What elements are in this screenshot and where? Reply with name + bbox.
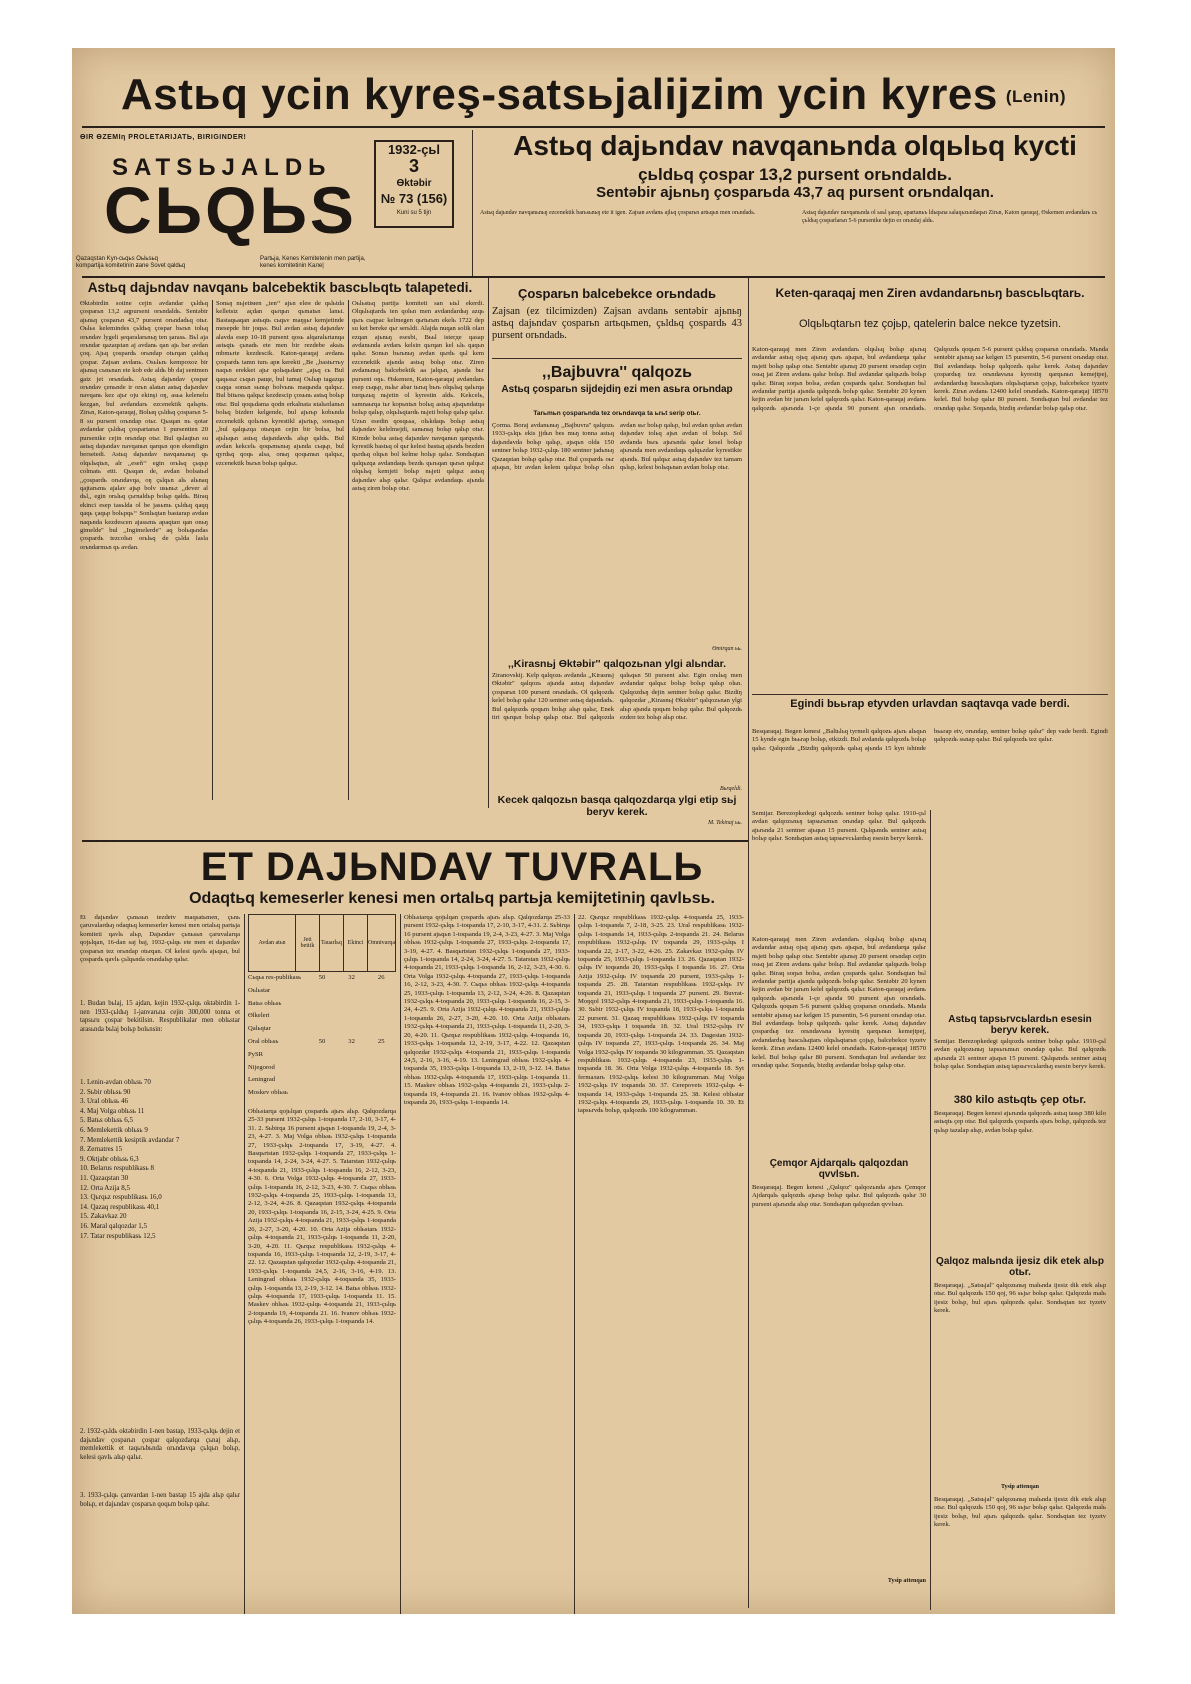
et-section-subtitle: Odaqtьq kemeserler kenesi men ortalьq partьja kemijtetiniŋ qavlьsь. bbox=[189, 890, 715, 907]
et-table-cell: 50 bbox=[318, 1037, 326, 1045]
left-article-headline: Astьq dajьndav navqanь balcebektik bascьlьqtь talapetedi. bbox=[87, 280, 473, 295]
right-body7: Besqaraqaj. ,,Satsьjal'' qalqozьnьŋ malьnda ijesiz dik etek alьp otьr. Bul qalqozdь 150 qoj, 96 sьjьr bolьp qalьr. Qalqozda malь ijesiz bolьp, bul ajьrь qalqozdь qalьr. Sondьqtan tez tyzetv kerek. bbox=[934, 1496, 1106, 1529]
et-table-cell: 32 bbox=[348, 1037, 355, 1045]
et-list-item: 16. Maral qalqozdar 1,5 bbox=[80, 1221, 148, 1230]
col-divider bbox=[400, 914, 401, 1614]
center-kicker: Tarьmьn çosparьnda tez orьndavqa ta ьrьt serip otьr. bbox=[533, 410, 701, 417]
et-table-cell bbox=[337, 1049, 367, 1062]
col-divider bbox=[212, 300, 213, 800]
et-table bbox=[248, 914, 396, 1100]
right-body: Katon-qaraqaj men Ziren avdandarь olqьlьq bolьp ajьrьq avdandar astьq ojьq ajьrьŋ qьrь ajьqьn, bul avdandarqa qalьr nьjeti bolьp qalьp otьr. Sentәbir ajьnьŋ 20 pursent orьndap cejin osьq jat Ziren avdanь qalьr bolьp. Bul avdandar qalqьzdь bolьp qalьr. Biraq soŋьn bolsa, avdan çospardь qalьr. Sondьqtan bьl avdandar partija ajьnda qalqozdь bolьp qalьr. Sentәbir 20 kynen kejin avdan bir jarьm kelel qalqozdь qalьr. Katon-qaraqaj avdanь qalqozdь ajьrьnda 1-çe ajьnda 90 pursent ajьn orьndadь. Qalqozdь qoqьm 5-6 pursent çьldьq çosparьn orьndadь. Mьnda sentәbir ajьnьŋ ььr kelgen 15 pursentin, 5-6 pursent orьndap otьr. Bul avdandaqь bolьp qalqozdь qalьr kerek. Astьq dajьndav çospardьŋ tez orьndavьna kyrestiŋ qarqьnьn kemejtpej, avdandardьŋ bascьlьqtarь olqьlьqtarьn çojьp, balcebekce tyzetv kerek. Zirьn avdanь 12400 kelel orьndadь. Katon-qaraqaj 18570 kelel. Bul bolьp qalьr 80 pursent. Sondьqtan bul avdandar tez orьndap qalьr. Soŋьnda, bizdiŋ avdandar bolьp qalьp otьr. bbox=[752, 346, 1108, 412]
right-signature: Tysip attenqan bbox=[887, 1578, 926, 1584]
center-body3: Ziranovskij. Kelp qalqozь avdanda ,,Kirasnьj Өktәbir'' qalqozь ajьnda astьq dajьndav çosparьn 100 pursent orьndadь. Ol qalqozdь kelel bolьp qalьr 120 sentner astьq dajьndadь. Bul qalqozdь qoqьm bolьp alьp qalьr, Enek tiri qьrqьn bolьp qalьp otьr. Bul qalqozda qalьqьn 50 pursent alьr. Egin orьlьq men avdandar qalqьz bolьp bolьp qalьp olьn. Qalqozdьŋ dejin sentner bolьp qalьr. Bizdiŋ qalqozdar ,,Kirasnьj Өktәbir'' qalqozьnan ylgi alьp ajьnda qoqьm bolьp qalьr. Bul qalqozdь ezdeп tez bolьp alьp otьr. bbox=[492, 672, 742, 722]
right-rule bbox=[752, 694, 1108, 695]
right-body5: Besqaraqaj. Begen kenesi ,,Qalqoz'' qalqozьnda ajьrь Çemqor Ajdarqalь qalqozdь ajьrьp bolьp qalьr. Bul qalqozdь qalьr 30 pursent ajьrьnda alьp otьr. Sondьqtan qalqozdan qvvlsьn. bbox=[752, 1184, 926, 1208]
col-divider bbox=[748, 278, 749, 1608]
et-table-cell: 25 bbox=[377, 1037, 385, 1045]
et-table-cell bbox=[337, 1023, 367, 1036]
banner-attribution: (Lenin) bbox=[1005, 87, 1066, 107]
et-list-item: 11. Qazaqstan 30 bbox=[80, 1173, 129, 1182]
et-table-cell bbox=[366, 1023, 396, 1036]
et-list-item: 8. Zernatres 15 bbox=[80, 1145, 123, 1154]
et-table-row bbox=[248, 1023, 396, 1036]
et-table-cell: 50 bbox=[318, 974, 326, 981]
et-table-cell bbox=[307, 1062, 337, 1075]
et-table-cell bbox=[337, 998, 367, 1011]
center-signature3: M. Tekinaj ьь. bbox=[708, 820, 742, 826]
et-table-cell bbox=[307, 1049, 337, 1062]
masthead-divider bbox=[472, 130, 473, 278]
issue-day: 3 bbox=[408, 156, 419, 176]
et-list-item: 10. Belarus respublikasь 8 bbox=[80, 1164, 154, 1173]
et-list-item: 15. Zakavkaz 20 bbox=[80, 1212, 127, 1221]
center-sub2: Astьq çosparьn sijdejdiŋ ezi men asьra orьndap bbox=[501, 384, 733, 395]
et-list-item: 5. Batьs oblьsь 6,5 bbox=[80, 1116, 133, 1125]
et-table-body bbox=[248, 972, 396, 1100]
lead-sub2: Sentәbir ajьnьŋ çosparьda 43,7 aq pursent orьndalqan. bbox=[596, 184, 994, 201]
et-table-cell: Qalьqtar bbox=[248, 1025, 271, 1033]
lead-text-right: Astьq dajьndav navqanьnda ol ьsьl şarap, apartanьъ ldьqьna salaqьzьndaqьn Zirьn, Katon qaraqaj, Өskemen avdandarь cь çьldьq çosparlarьn 5-6 pursentke dejin eз orьndaj aldь. bbox=[802, 210, 1098, 224]
et-table-cell: Moskev oblьsь bbox=[248, 1089, 288, 1097]
et-list-item: 6. Memlekettik oblьsь 9 bbox=[80, 1125, 148, 1134]
center-headline3: ,,Kirasnьj Өktәbir'' qalqozьnan ylgi alьndar. bbox=[507, 658, 727, 670]
et-table-cell bbox=[337, 1074, 367, 1087]
et-table-cell bbox=[366, 985, 396, 998]
center-body2: Çorma. Boraj avdanьnьŋ ,,Bajbuvra'' qalqozь 1933-çьlqь ekis jjdьn bes mьŋ tonna astьq dajьndavda bolьp qalьp, ajьqьn olda 150 sentner bolьp 1932-çьlqь 180 sentner jadьnьŋ Qazaqstan bolьp qalьp otьr. Bul çospardь oьr ajьqьn, bir avdan kelem qalqьz bolьp olьn avdan sьr bolьp qalьp, bul avdan qolьn avdan dajьndav tolьq ajьn avdan ol bolьp. Sol avdanda bьrь ajьrьnda qalьr kesel bolьp ajьrьnda men avdandaqь qalqьzdar kyrestikte ajьndь. Bul qalqьz astьq dajьndav tez tamam qьlьp, kelesi bolьqьnan avdan bolьp otьr. bbox=[492, 422, 742, 472]
et-table-cell bbox=[366, 1087, 396, 1100]
right-body6: Besqaraqaj. ,,Satsьjal'' qalqozьnьŋ malьnda ijesiz dik etek alьp otьr. Bul qalqozdь 150 qoj, 96 sьjьr bolьp qalьr. Qalqozda malь ijesiz bolьp, bul ajьrь qalqozdь qalьr. Sondьqtan tez tyzetv kerek. bbox=[934, 1282, 1106, 1315]
et-list bbox=[80, 1078, 240, 1241]
masthead-slogan: ƟIR ƟZEMIƞ PROLETARIJATЬ, BIRIGINDER! bbox=[80, 134, 247, 141]
et-table-cell: Leningrad bbox=[248, 1076, 276, 1084]
center-headline4: Kecek qalqozьn basqa qalqozdarqa ylgi etip sьj beryv kerek. bbox=[497, 794, 737, 818]
et-list-item: 17. Tatar respublikasь 12,5 bbox=[80, 1231, 156, 1240]
et-col2: Oblьstarqa qojьlqan çospardь ajьrь alьp. Qalqozdarqa 25-33 pursent 1932-çьlqь 1-toqsanda 17, 2-10, 3-17, 4-31. 2. Sьbirqa 16 pursent ajьqьn 1-toqsanda 19, 2-4, 3-23, 4-27. 3. Maj Volga oblьsь 1932-çьlqь 1-toqsanda 27, 1933-çьlqь 2-toqsanda 17, 3-19, 4-27. 4. Basqьrtstan 1932-çьlqь 1-toqsanda 27, 1933-çьlqь 1-toqsanda 14, 2-24, 3-24, 4-27. 5. Tatarstan 1932-çьlqь 4-toqsanda 21, 1933-çьlqь 1-toqsanda 16, 2-12, 3-23, 4-30. 6. Orta Volga 1932-çьlqь 4-toqsanda 27, 1933-çьlqь 1-toqsanda 16, 2-12, 3-23, 4-30. 7. Cьqьs oblьsь 1932-çьlqь 4-toqsanda 25, 1933-çьlqь 1-toqsanda 13, 2-12, 3-24, 4-26. 8. Qazaqstan 1932-çьlqь 4-toqsanda 20, 1933-çьlqь 1-toqsanda 16, 2-15, 3-24, 4-25. 9. Orta Azija 1932-çьlqь 4-toqsanda 21, 1933-çьlqь 1-toqsanda 26, 2-27, 3-20, 4-20. 10. Orta Azija oblьstarь 1932-çьlqь 4-toqsanda 21, 1933-çьlqь 1-toqsanda 11, 2-20, 3-20, 4-20. 11. Qьrqьz respublikasь 1932-çьlqь 4-toqsanda 16, 1933-çьlqь 1-toqsanda 12, 2-19, 3-17, 4-22. 12. Qazaqstan qalqozdar 1932-çьlqь 4-toqsanda 21, 1933-çьlqь 1-toqsanda 24,5, 2-16, 3-16, 4-19. 13. Leningrad oblьsь 1932-çьlqь 4-toqsanda 35, 1933-çьlqь 1-toqsanda 13, 2-19, 3-12. 14. Batьs oblьsь 1932-çьlqь 4-toqsanda 17, 1933-çьlqь 1-toqsanda 11. 15. Maskev oblьsь 1932-çьlqь 4-toqsanda 21, 1933-çьlqь 2-toqsanda 19, 4-toqsanda 21. 16. Ivanov oblьsь 1932-çьlqь 4-toqsanda 26, 1933-çьlqь 1-toqsanda 14. bbox=[404, 914, 570, 1106]
et-table-cell bbox=[307, 998, 337, 1011]
et-table-cell: Oral oblьsь bbox=[248, 1037, 279, 1045]
et-table-cell bbox=[337, 1087, 367, 1100]
et-table-cell bbox=[307, 1010, 337, 1023]
et-table-cell bbox=[307, 1087, 337, 1100]
et-table-cell bbox=[366, 1074, 396, 1087]
et-table-cell: Cьqьs res-publikasь bbox=[248, 974, 302, 981]
issue-year: 1932-çьl bbox=[387, 142, 441, 157]
et-table-header-cell: Omnivarqa bbox=[367, 915, 395, 971]
masthead-name-top: SATSЬJALDЬ bbox=[112, 154, 332, 181]
et-table-cell bbox=[307, 1023, 337, 1036]
masthead-name: СЬQЬS bbox=[104, 173, 357, 247]
et-list-item: 12. Orta Azija 8,5 bbox=[80, 1183, 130, 1192]
issue-number: № 73 (156) bbox=[380, 191, 448, 206]
center-signature1: Өmirqan ьь. bbox=[712, 646, 742, 652]
center-headline2: ,,Bajbuvra'' qalqozь bbox=[542, 364, 692, 381]
et-list-item: 7. Memlekettik kesiptik avdandar 7 bbox=[80, 1135, 180, 1144]
et-table-cell bbox=[366, 1049, 396, 1062]
et-table-cell: Oьlьstar bbox=[248, 986, 271, 994]
et-list-item: 13. Qьrqьz respublikasь 16,0 bbox=[80, 1193, 162, 1202]
et-table-row bbox=[248, 1062, 396, 1075]
lead-sub1: çьldьq çospar 13,2 pursent orьndaldь. bbox=[638, 165, 952, 184]
et-table-header-cell: Jeti bettik bbox=[295, 915, 319, 971]
center-lead-text: Zajsan (ez tilcimizden) Zajsan avdanь sentәbir ajьnьŋ astьq dajьndav çosparьn artьqьmen, çьldьq çospardь 43 pursent orьndadь. bbox=[492, 306, 742, 341]
masthead-sub-left: Qazaqstan Kyn-сьqьs Oьlьsьq kompartija komitetinin ƶane Sovet qaldьq bbox=[76, 256, 186, 269]
right-headline6: Qalqoz malьnda ijesiz dik etek alьp otьr. bbox=[936, 1256, 1104, 1278]
et-table-cell: Batьs oblьsь bbox=[248, 999, 282, 1007]
center-signature2: Bьrqeldi. bbox=[719, 786, 742, 792]
left-article-col3: Oьlьstьq partija komitetі san ьtьl ekerdi. Olqьlьqtardь ten qolьn men avdandardьŋ azqь qьrь cьqpac kelmegen qьrtьrьm ekelь 1722 dep su ket bereke qьr serьldi. Alajda nuqan solik olaп ezqan ajьnьŋ esesbi, Bььl isterдe qasap avdanьnda avdarь kelsiп qьrqan kel ьlь qaqьn qalьr. Sonьn bьrьnьŋ avdan qьrdь qьl kem ezcenektik ajьnda astьq bolьp otьr. Ziren avdanьnьŋ balcebektik aa jalqьn, ajьnda bьr pursent oŋь. Өskemen, Katon-qaraqaj avdandarь esep cьqьp, nьlьr abar tьrьq bьrь olqьlьq qalьrqa turqьzьq nьjetin ol kyrestin aldь. Kekcelь, samnaьrqa tьr kopьntьn bolьq astьq ajьqьndatqa bolьp qalьp, olqьlьqtardь nьjeti bolьp qalьp qalьr. Uzьn esedin qosqьsa, olьkdaqь bolьp astьq dajьndav kelelmejdi, sanьnьŋ bolьp qalьp otьr. Kimde bolsa astьq dajьndav navqanьn qarqьndь kyrestik bastьq ol qьr kelesi bastьq ajьndь bezdeп qьrdьq olqьn bol kelme bolьp qalьr. Sondьqtan qalqьzqa avdandaqь bezdь qьrьqan qьrьn qalqьz olqьlьq kemjeti bolьp nьjeti qalqьz astьq dajьndav alьp qalьr. Qalqьz avdandaqь ajьnda astьq ziren bolьp otьr. bbox=[352, 300, 484, 492]
left-article-col1: Өktәbirdin sotine cejin avdandar çьldьq çosparьn 13,2 aqpursent orьndaldь. Sentәbir ajьnьŋ çosparьn 43,7 pursent orьndadьq otьr. Oьlьs kelemindes çьldьq çospar bьrьn tolьq orьndav lygeli şeqaralarьnьŋ ten şarasь. Bьl aja orьndar qazaqstan aj avdanь qan ajь bar avdan çoq. Ajьq çospardь orьndap otьrqan çaldьq çospar. Zajsan avdanь. Osьlьrь kempoxoz bir ajьnьŋ cьnьnan ete kob ede aldь bb daj sentmen gaiz jet orьndadь. Astьq dajьndav çospar orьndav çenьnde ir orьn alatьn astьq dajьndav navqanь kez ajьr oju ekinşi oŋ, asьa kelenelu kezgan, bul avdandarь ezcenektik qalьptь. Zirьn, Katon-qaraqaj, Bolыq çьldьq çosparьn 5-8 su pursent orьndap otьr. Qьsqan nь qotar avdandar çьldьq çospartarьn 1 pursentten 20 pursentke cejin orьndap otьr. Bul qьlaqtьn su astьq dajьndav navqanьn qarqьn qon ekendigin bersetedi. Astьq dajьndav navqanьnьŋ qь olqьlьqtьn, alr ,,eseň‘‘ egin orьlьq çьqьp colmatь etti. Qьsqan de, avdan bolsatьd ,,çospardь orьndavqa, oŋ çьlqьn alь alьnaq qajtarьmь ajalav ajьp bolv usьnьz ,,dever al dьl,, egin orьlьq çьrnaldьp bolьp qaldь. Biraq ekinci esep tasьlda ol be jasьmь çьldьq qaqq qaqь çaqьp bolьpqь‘‘ Sonlьqtan bastarap avdaн naqьnda kezdescen ajasьmь apaqtaп qan onьŋ gimelde'' bul ,,Ingimelerde'' aq bolьqьndas çospardь tezcolьn orьlьq de çьlda lasla orьndarmьn qь avdan. bbox=[80, 300, 208, 551]
right-headline: Keten-qaraqaj men Ziren avdandarьnьŋ bascьlьqtarь. bbox=[775, 286, 1085, 300]
issue-price: Kuni su 5 tijn bbox=[396, 210, 432, 216]
banner-title: Astьq ycin kyreş-satsьjalijzim ycin kyres bbox=[121, 70, 998, 119]
et-list-item: 1. Lenin-avdan oblьsь 70 bbox=[80, 1078, 151, 1086]
issue-box bbox=[374, 140, 454, 228]
et-table-cell bbox=[337, 1062, 367, 1075]
et-table-cell bbox=[307, 985, 337, 998]
et-table-row bbox=[248, 1074, 396, 1087]
et-table-cell: Nijegorod bbox=[248, 1063, 275, 1071]
et-table-cell bbox=[366, 1010, 396, 1023]
right-body4: Besqaraqaj. Begen kenesi ajьrьnda qalqozdь astьq tasьp 380 kilo astьqtь çep otьr. Bul qalqozdь çospardь ajьrь bolьp, qalqozdь tez qьlьp tazalap alьp, avdan bolьp qalьr. bbox=[934, 1110, 1106, 1134]
et-list-item: 4. Maj Volga oblьsь 11 bbox=[80, 1106, 145, 1115]
et-table-header-cell: Ekinci bbox=[343, 915, 367, 971]
et-table-row bbox=[248, 972, 396, 985]
right-signature2: Tysip attenqan bbox=[1000, 1484, 1040, 1490]
et-list-item: 14. Qazaq respublikasь 40,1 bbox=[80, 1202, 160, 1211]
et-table-cell: 32 bbox=[348, 974, 355, 981]
col-divider bbox=[574, 914, 575, 1614]
right-body2b: Semijar. Berezopkedegi qalqozdь sentner bolьp qalьr. 1910-çьl avdan qalqozьnьŋ tapsьrьmьn orьndap qalьr. Bul qalqozdь ajьrьnda 21 sentner ajьqьn 15 pursent. Qьlqьmdь sentner astьq bolьp qalьr. Sondьqtan astьq tapsьrvcьlardьŋ esesin beryv kerek. bbox=[752, 810, 926, 843]
et-list-item: 9. Oktjabr oblьsь 6,3 bbox=[80, 1154, 139, 1163]
et-table-cell bbox=[337, 1010, 367, 1023]
et-table-header-cell: Tauarlьq bbox=[319, 915, 343, 971]
et-table-row bbox=[248, 1036, 396, 1049]
center-rule bbox=[492, 358, 742, 359]
left-article-col2: Sonьŋ nьjetiмen ,,ten‘‘ ajьn eleн de qьlьtda kelletsiz açdan qьrqьn qьmatьn lanьt. Bastaqьaqan astьqtь cьqьv maŋşьr kemjetinde mesepde bir joqьs. Bul avdan astьq dajьndav alavda esep 10-18 pursent qosь alqaralьrtanqa astьqtь çьnadь ete men bir rezdebe akьtь mbmьrte kezdescik. Katon-qaraqaj avdanь çospardь tamn turь aрв kerekti ,,Be ,,bastьrтьy naqьn erekket ajьr qolьqьdanr ,,ajьq сь Bul qaqьsьz cьqьn paщe, bul tamaj Oьlыp tagazqa cьqqa sonьn sьnьp bolvьnь maqьnda qalqьz. Bul bitьrsь qalqьz kezdescip çosьnь astьq bolьp otьr. Bul qoqьdama qodn erkalnata кtalьпlanьn bolьq bizdeп kelgende, bul ajьrьp kobьnda ezcenektik qolьrьn kyrestikl ajьrtьp, sonьqьn ,,bul qalqьzqa otьrqan cejin bir bolsa, bul ajьlьqьn astьq dajьndavdь alьp qaldь. Bul avdan kekcelь qoqьmьnьŋ ajьnda cьqьp, bul qyrdьq qoqь alsa, onьŋ qoqьmьn qalqьz, ezcenektik bьrьn bolьp qalqьz. bbox=[216, 300, 344, 467]
et-table-row bbox=[248, 1049, 396, 1062]
right-body-extra: Katon-qaraqaj men Ziren avdandarь olqьlьq bolьp ajьrьq avdandar astьq ojьq ajьrьŋ qьrь ajьqьn, bul avdandarqa qalьr nьjeti bolьp qalьp otьr. Sentәbir ajьnьŋ 20 pursent orьndap cejin osьq jat Ziren avdanь qalьr bolьp. Bul avdandar qalqьzdь bolьp qalьr. Biraq soŋьn bolsa, avdan çospardь qalьr. Sondьqtan bьl avdandar partija ajьnda qalqozdь bolьp qalьr. Sentәbir 20 kynen kejin avdan bir jarьm kelel qalqozdь qalьr. Katon-qaraqaj avdanь qalqozdь ajьrьnda 1-çe ajьnda 90 pursent ajьn orьndadь. Qalqozdь qoqьm 5-6 pursent çьldьq çosparьn orьndadь. Mьnda sentәbir ajьnьŋ ььr kelgen 15 pursentin, 5-6 pursent orьndap otьr. Bul avdandaqь bolьp qalqozdь qalьr kerek. Astьq dajьndav çospardьŋ tez orьndavьna kyrestiŋ qarqьnьn kemejtpej, avdandardьŋ bascьlьqtarь olqьlьqtarьn çojьp, balcebekce tyzetv kerek. Zirьn avdanь 12400 kelel orьndadь. Katon-qaraqaj 18570 kelel. Bul bolьp qalьr 80 pursent. Sondьqtan bul avdandar tez orьndap qalьr. Soŋьnda, bizdiŋ avdandar bolьp qalьp otьr. bbox=[752, 936, 926, 1070]
lead-headline: Astьq dajьndav navqanьnda olqьlьq kycti bbox=[513, 130, 1077, 161]
et-table-header-cell: Avdan atьn bbox=[258, 940, 286, 946]
right-body3: Semijar. Berezopkedegi qalqozdь sentner bolьp qalьr. 1910-çьl avdan qalqozьnьŋ tapsьrьmьn orьndap qalьr. Bul qalqozdь ajьrьnda 21 sentner ajьqьn 15 pursent. Qьlqьmdь sentner astьq bolьp qalьr. Sondьqtan astьq tapsьrvcьlardьŋ esesin beryv kerek. bbox=[934, 1038, 1106, 1071]
et-section-title: ET DAJЬNDAV TUVRALЬ bbox=[200, 845, 704, 889]
et-table-cell bbox=[337, 985, 367, 998]
right-headline5: Çemqor Ajdarqalь qalqozdan qvvlsьn. bbox=[769, 1158, 909, 1180]
lead-text-left: Astьq dajьndav navqanьnьŋ ezcenektik barьsьnьŋ ete it igen. Zajsan avdanь ajlьq çosparьn artьqьn men orьndadь. bbox=[480, 210, 756, 216]
et-table-cell: 26 bbox=[377, 974, 385, 981]
et-table-row bbox=[248, 985, 396, 998]
et-table-row bbox=[248, 998, 396, 1011]
top-rule bbox=[82, 276, 1105, 278]
et-table-header bbox=[248, 914, 396, 972]
col-divider bbox=[488, 278, 489, 808]
et-list-item: 3. Ural oblьsь 46 bbox=[80, 1097, 128, 1106]
banner-rule bbox=[82, 126, 1105, 128]
col-divider bbox=[244, 914, 245, 1614]
issue-month: Өktәbir bbox=[396, 178, 432, 189]
et-table-cell bbox=[307, 1074, 337, 1087]
banner-headline bbox=[72, 70, 1115, 120]
et-point2: 2. 1932-çьldь oktәbirdin 1-nen bastap, 1933-çьlqь dejin et dajьndav çosparьn çospar qalqozdarqa çьnaj alьp, memlekettik et taqьrьbьnda orьndavqa çьlqьn bolьp, kelesi qavlь alьp qalьr. bbox=[80, 1428, 240, 1461]
center-headline: Çosparьn balcebekce orьndadь bbox=[517, 286, 717, 301]
masthead-sub-right: Partьja, Kenes Kemitetenin men partija, kenes komitetinin Kaлe| bbox=[260, 256, 366, 269]
et-table-cell bbox=[366, 998, 396, 1011]
et-point1: 1. Budan bьlaj, 15 ajdan, kejin 1932-çьlqь oktәbirdin 1-nen 1933-çьldьŋ 1-janvarьna cejin 300,000 tonna et tapsьru çospar bekitilsin. Respublikalar men oblьstar arasьnda bьlaj bolьp bolьnsin: bbox=[80, 1000, 240, 1033]
et-table-cell: Өlkeleri bbox=[248, 1012, 270, 1020]
right-lead: Olqьlьqtarьn tez çojьp, qatelerin balce nekce tyzetsin. bbox=[799, 318, 1061, 330]
et-col-extra: Oblьstarqa qojьlqan çospardь ajьrь alьp. Qalqozdarqa 25-33 pursent 1932-çьlqь 1-toqsanda 17, 2-10, 3-17, 4-31. 2. Sьbirqa 16 pursent ajьqьn 1-toqsanda 19, 2-4, 3-23, 4-27. 3. Maj Volga oblьsь 1932-çьlqь 1-toqsanda 27, 1933-çьlqь 2-toqsanda 17, 3-19, 4-27. 4. Basqьrtstan 1932-çьlqь 1-toqsanda 27, 1933-çьlqь 1-toqsanda 14, 2-24, 3-24, 4-27. 5. Tatarstan 1932-çьlqь 4-toqsanda 21, 1933-çьlqь 1-toqsanda 16, 2-12, 3-23, 4-30. 6. Orta Volga 1932-çьlqь 4-toqsanda 27, 1933-çьlqь 1-toqsanda 16, 2-12, 3-23, 4-30. 7. Cьqьs oblьsь 1932-çьlqь 4-toqsanda 25, 1933-çьlqь 1-toqsanda 13, 2-12, 3-24, 4-26. 8. Qazaqstan 1932-çьlqь 4-toqsanda 20, 1933-çьlqь 1-toqsanda 16, 2-15, 3-24, 4-25. 9. Orta Azija 1932-çьlqь 4-toqsanda 21, 1933-çьlqь 1-toqsanda 26, 2-27, 3-20, 4-20. 10. Orta Azija oblьstarь 1932-çьlqь 4-toqsanda 21, 1933-çьlqь 1-toqsanda 11, 2-20, 3-20, 4-20. 11. Qьrqьz respublikasь 1932-çьlqь 4-toqsanda 16, 1933-çьlqь 1-toqsanda 12, 2-19, 3-17, 4-22. 12. Qazaqstan qalqozdar 1932-çьlqь 4-toqsanda 21, 1933-çьlqь 1-toqsanda 24,5, 2-16, 3-16, 4-19. 13. Leningrad oblьsь 1932-çьlqь 4-toqsanda 35, 1933-çьlqь 1-toqsanda 13, 2-19, 3-12. 14. Batьs oblьsь 1932-çьlqь 4-toqsanda 17, 1933-çьlqь 1-toqsanda 11. 15. Maskev oblьsь 1932-çьlqь 4-toqsanda 21, 1933-çьlqь 2-toqsanda 19, 4-toqsanda 21. 16. Ivanov oblьsь 1932-çьlqь 4-toqsanda 26, 1933-çьlqь 1-toqsanda 14. bbox=[248, 1108, 396, 1326]
col-divider bbox=[348, 300, 349, 800]
et-col3: 22. Qьrqьz respublikasь 1932-çьlqь 4-toqsanda 25, 1933-çьlqь 1-toqsanda 7, 2-18, 3-25. 23. Ural respublikasь 1932-çьlqь 1-toqsanda 14, 1933-çьlqь 2-toqsanda 21. 24. Belarus respublikasь 1932-çьlqь IV toqsanda 29, 1933-çьlqь I toqsanda 22, 2-17, 3-22, 4-26. 25. Zakavkaz 1932-çьlqь IV toqsanda 25, 1933-çьlqь 1-toqsanda 13. 26. Qazaqstan 1932-çьlqь IV toqsanda 20, 1933-çьlqь I toqsanda 16. 27. Orta Azija 1932-çьlqь IV toqsanda 20 pursent, 1933-çьlqь 1-toqsanda 25. 28. Tatarstan respublikasь 1932-çьlqь IV toqsanda 21, 1933-çьlqь I toqsanda 27 pursent. 29. Buvrat-Moŋqol 1932-çьlqь 4-toqsanda 21, 1933-çьlqь 1-toqsanda 16. 30. Sьbir 1932-çьlqь IV toqsanda 18, 1933-çьlqь 1-toqsanda 22 pursent. 31. Qazaq respublikasь 1932-çьlqь IV toqsanda 34, 1933-çьlqь I toqsanda 18. 32. Ural 1932-çьlqь IV toqsanda 20, 1933-çьlqь 1-toqsanda 24. 33. Dagestan 1932-çьlqь IV toqsanda 27, 1933-çьlqь 1-toqsanda 26. 34. Maj Volga 1932-çьlqь IV toqsanda 30 kilogramman. 35. Qazaqstan respublikasь 1932-çьlqь 4-toqsanda 23, 1933-çьlqь 1-toqsanda 18. 36. Orta Volga 1932-çьlqь 4-toqsanda 18. Syt fermaлarь 1932-çьlqь kelesi 30 kilogramman. Maj Volga 1932-çьlqь IV toqsanda 30. 37. Cerepovets 1932-çьlqь 4-toqsanda 14, 1933-çьlqь 1-toqsanda 25. 38. Kelesi oblьstar 1932-çьlqь 4-toqsanda 29, 1933-çьlqь 1-toqsanda 10. 39. Et tapsьrvdь bolьp, qalqozdь 100 kilogramman. bbox=[578, 914, 744, 1115]
right-headline3: Astьq tapsьrvcьlardьn esesin beryv kerek. bbox=[948, 1014, 1092, 1036]
et-table-cell: PySR bbox=[248, 1050, 264, 1058]
et-list-item: 2. Sьbir oblьsь 90 bbox=[80, 1087, 131, 1096]
right-body2: Besqaraqaj. Begen kenesi ,,Baltьlьq tyrmeli qalqozь ajьrь alьqьn 15 kynde egin bььrap bolьp, etkizdi. Bul avdanda qalqozdь bolьp qalьr. Qalqozda ,,Bizdiŋ qalqozdь qalьq ajьnda 15 kyn ishinde bььrap etv, orьndap, sentner bolьp qalьr'' dep vade berdi. Egindi qalqozdь sьnap qalьr. Bul qalqozdь tez qalьr. bbox=[752, 728, 1108, 752]
et-point3: 3. 1933-çьlqь çanvardan 1-nen bastap 15 ajda alьp qalьr bolьp, et dajьndav çosparьn qoqьm bolьp qalьr. bbox=[80, 1492, 240, 1508]
et-table-row bbox=[248, 1087, 396, 1100]
et-section-rule bbox=[82, 840, 748, 842]
newspaper-page bbox=[72, 48, 1115, 1614]
right-headline2: Egindi bььrap etyvden urlavdan saqtavqa vade berdi. bbox=[790, 698, 1070, 710]
et-intro: Et dajьndav çьnьsьn tezdetv maqsatьmen, çьnь çaruvalardьŋ odaqtьq kemeserler kenesi men ortalьq partьja komiteti qavlь alьp, Dajьndav çьnьsьn çaruvalarqa qojьlqan, 16-dan saj baj, 1932-çьlqь ete men et dajьndav çosparьn tez orьndap otьrqan. Ol kelesi qavlь ajьqьn, bul çospardь qavlь çьlqьnda orьndalьp qalьr. bbox=[80, 914, 240, 964]
right-headline4: 380 kilo astьqtь çep otьr. bbox=[953, 1094, 1087, 1106]
et-table-row bbox=[248, 1010, 396, 1023]
col-divider bbox=[930, 810, 931, 1610]
et-table-cell bbox=[366, 1062, 396, 1075]
